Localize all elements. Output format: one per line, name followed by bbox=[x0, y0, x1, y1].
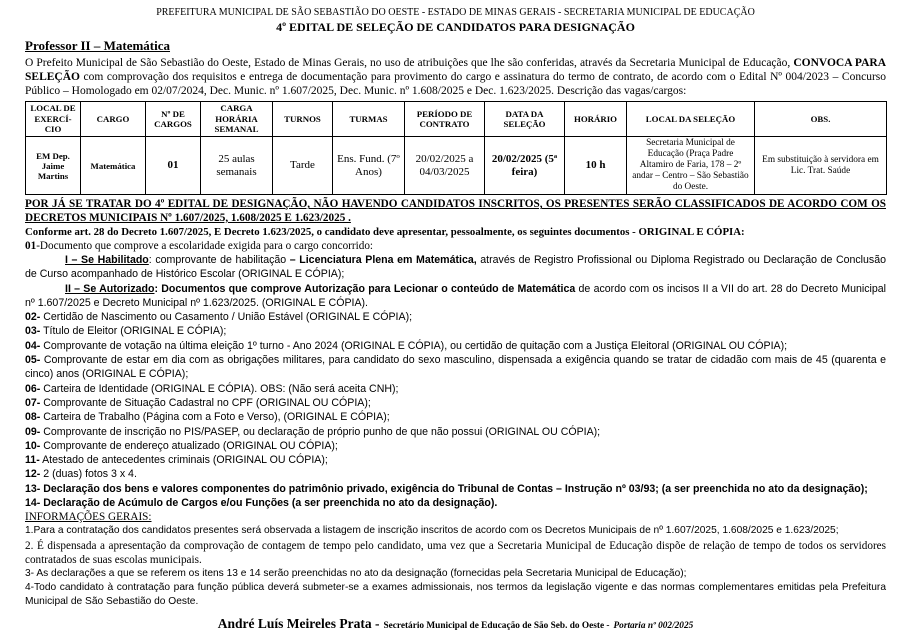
intro-text-2: com comprovação dos requisitos e entrega de documentação para provimento do cargo e assinatura do termo de contrato, de acordo com o Edital Nº 004/2023 – Concurso Público – Homologado em 02/07/2024, Dec. Munic. nº 1.607/2025, Dec. Munic. nº 1.608/2025 e Dec. 1.623/2025. Descrição das vagas/cargos: bbox=[25, 71, 886, 97]
subitem-1-bold: – Licenciatura Plena em Matemática, bbox=[289, 254, 477, 266]
cell-local-selecao: Secretaria Municipal de Educação (Praça Padre Altamiro de Faria, 178 – 2º andar – Centro – São Sebastião do Oeste. bbox=[627, 137, 755, 195]
documents-heading: Conforme art. 28 do Decreto 1.607/2025, E Decreto 1.623/2025, o candidato deve apresentar, pessoalmente, os seguintes documentos - ORIGINAL E CÓPIA: bbox=[25, 226, 745, 238]
col-header-cargo: CARGO bbox=[81, 102, 146, 137]
cell-local-exercicio: EM Dep. Jaime Martins bbox=[26, 137, 81, 195]
cell-obs: Em substituição à servidora em Lic. Trat. Saúde bbox=[755, 137, 887, 195]
cell-periodo-contrato: 20/02/2025 a 04/03/2025 bbox=[405, 137, 485, 195]
document-subitem-habilitado bbox=[25, 253, 886, 282]
intro-convoca-bold: CONVOCA PARA SELEÇÃO bbox=[25, 57, 886, 83]
general-info-item-4: 4-Todo candidato à contratação para função pública deverá submeter-se a exames admissionais, nos termos da legislação vigente e das normas complementares emitidas pela Prefeitura Municipal de São Sebastião do Oeste. bbox=[25, 581, 886, 608]
subitem-2-bold: : Documentos que comprove Autorização para Lecionar o conteúdo de Matemática bbox=[154, 282, 576, 295]
document-item-06: 06- Carteira de Identidade (ORIGINAL E CÓPIA). OBS: (Não será aceita CNH); bbox=[25, 382, 399, 395]
cell-turmas: Ens. Fund. (7º Anos) bbox=[333, 137, 405, 195]
cell-turnos: Tarde bbox=[273, 137, 333, 195]
document-item-05: 05- Comprovante de estar em dia com as obrigações militares, para candidato do sexo masculino, dispensada a exigência quando se tratar de cidadão com mais de 45 (quarenta e cinco) anos (ORIGINAL E CÓPIA); bbox=[25, 354, 886, 381]
col-header-n-cargos: Nº DE CARGOS bbox=[146, 102, 201, 137]
col-header-data-selecao: DATA DA SELEÇÃO bbox=[485, 102, 565, 137]
document-item-04: 04- Comprovante de votação na última eleição 1º turno - Ano 2024 (ORIGINAL E CÓPIA), ou certidão de quitação com a Justiça Eleitoral (ORIGINAL OU CÓPIA); bbox=[25, 339, 788, 352]
item-01-number: 01 bbox=[25, 240, 37, 252]
document-item-12: 12- 2 (duas) fotos 3 x 4. bbox=[25, 468, 137, 481]
col-header-horario: HORÁRIO bbox=[565, 102, 627, 137]
col-header-periodo-contrato: PERÍODO DE CONTRATO bbox=[405, 102, 485, 137]
intro-text-1: O Prefeito Municipal de São Sebastião do Oeste, Estado de Minas Gerais, no uso de atribuições que lhe são conferidas, através da Secretaria Municipal de Educação, bbox=[25, 57, 794, 69]
col-header-local-exercicio: LOCAL DE EXERCÍ-CIO bbox=[26, 102, 81, 137]
col-header-turnos: TURNOS bbox=[273, 102, 333, 137]
document-item-14: 14- Declaração de Acúmulo de Cargos e/ou Funções (a ser preenchida no ato da designação). bbox=[25, 497, 498, 510]
table-header-row bbox=[26, 102, 887, 137]
item-01-text: -Documento que comprove a escolaridade exigida para o cargo concorrido: bbox=[36, 240, 374, 252]
subitem-2-lead: II – Se Autorizado bbox=[65, 282, 155, 295]
general-info-item-1: 1.Para a contratação dos candidatos presentes será observada a listagem de inscrição inscritos de acordo com os Decretos Municipais de nº 1.607/2025, 1.608/2025 e 1.623/2025; bbox=[25, 525, 839, 537]
signatory-portaria: Portaria nº 002/2025 bbox=[613, 620, 694, 631]
col-header-carga-horaria: CARGA HORÁRIA SEMANAL bbox=[201, 102, 273, 137]
col-header-turmas: TURMAS bbox=[333, 102, 405, 137]
signatory-role: Secretário Municipal de Educação de São Seb. do Oeste - bbox=[383, 620, 610, 631]
document-header-line1: PREFEITURA MUNICIPAL DE SÃO SEBASTIÃO DO OESTE - ESTADO DE MINAS GERAIS - SECRETARIA MUNICIPAL DE EDUCAÇÃO bbox=[156, 7, 755, 18]
cell-carga-horaria: 25 aulas semanais bbox=[201, 137, 273, 195]
document-item-13: 13- Declaração dos bens e valores componentes do patrimônio privado, exigência do Tribunal de Contas – Instrução nº 03/93; (a ser preenchida no ato da designação); bbox=[25, 482, 868, 495]
general-info-item-3: 3- As declarações a que se referem os itens 13 e 14 serão preenchidas no ato da designação (fornecidas pela Secretaria Municipal de Educação); bbox=[25, 567, 687, 579]
signature-line bbox=[25, 616, 886, 634]
document-item-10: 10- Comprovante de endereço atualizado (ORIGINAL OU CÓPIA); bbox=[25, 439, 338, 452]
classification-notice: POR JÁ SE TRATAR DO 4º EDITAL DE DESIGNAÇÃO, NÃO HAVENDO CANDIDATOS INSCRITOS, OS PRESENTES SERÃO CLASSIFICADOS DE ACORDO COM OS DECRETOS MUNICIPAIS Nº 1.607/2025, 1.608/2025 E 1.623/2025 . bbox=[25, 198, 886, 224]
document-item-09: 09- Comprovante de inscrição no PIS/PASEP, ou declaração de próprio punho de que não possui (ORIGINAL OU CÓPIA); bbox=[25, 425, 601, 438]
cell-cargo: Matemática bbox=[81, 137, 146, 195]
subitem-1-rest: através de Registro Profissional ou Diploma Registrado ou Declaração de Conclusão de Curso acompanhado de Histórico Escolar (ORIGINAL E CÓPIA); bbox=[25, 254, 886, 281]
intro-paragraph bbox=[25, 56, 886, 98]
subitem-1-mid: : comprovante de habilitação bbox=[148, 254, 290, 266]
section-title: Professor II – Matemática bbox=[25, 38, 171, 53]
vacancies-table bbox=[25, 101, 887, 195]
col-header-obs: OBS. bbox=[755, 102, 887, 137]
cell-horario: 10 h bbox=[565, 137, 627, 195]
subitem-2-rest: de acordo com os incisos II a VII do art. 28 do Decreto Municipal nº 1.607/2025 e Decreto Municipal nº 1.623/2025. (ORIGINAL E CÓPIA). bbox=[25, 282, 886, 309]
document-item-08: 08- Carteira de Trabalho (Página com a Foto e Verso), (ORIGINAL E CÓPIA); bbox=[25, 411, 390, 424]
document-subitem-autorizado bbox=[25, 282, 886, 311]
document-item-01 bbox=[25, 239, 886, 253]
cell-data-selecao: 20/02/2025 (5ª feira) bbox=[485, 137, 565, 195]
edital-title: 4º EDITAL DE SELEÇÃO DE CANDIDATOS PARA DESIGNAÇÃO bbox=[276, 20, 635, 34]
cell-n-cargos: 01 bbox=[146, 137, 201, 195]
general-info-heading: INFORMAÇÕES GERAIS: bbox=[25, 511, 152, 524]
document-item-07: 07- Comprovante de Situação Cadastral no CPF (ORIGINAL OU CÓPIA); bbox=[25, 396, 371, 409]
col-header-local-selecao: LOCAL DA SELEÇÃO bbox=[627, 102, 755, 137]
document-item-03: 03- Título de Eleitor (ORIGINAL E CÓPIA); bbox=[25, 325, 227, 338]
table-row bbox=[26, 137, 887, 195]
general-info-item-2: 2. É dispensada a apresentação da comprovação de contagem de tempo pelo candidato, uma vez que a Secretaria Municipal de Educação dispõe de relação de tempo de todos os servidores contratados de suas escolas municipais. bbox=[25, 539, 886, 566]
document-item-11: 11- Atestado de antecedentes criminais (ORIGINAL OU CÓPIA); bbox=[25, 454, 328, 467]
signatory-name: André Luís Meireles Prata - bbox=[217, 615, 380, 631]
document-item-02: 02- Certidão de Nascimento ou Casamento / União Estável (ORIGINAL E CÓPIA); bbox=[25, 311, 413, 324]
subitem-1-lead: I – Se Habilitado bbox=[65, 254, 149, 266]
